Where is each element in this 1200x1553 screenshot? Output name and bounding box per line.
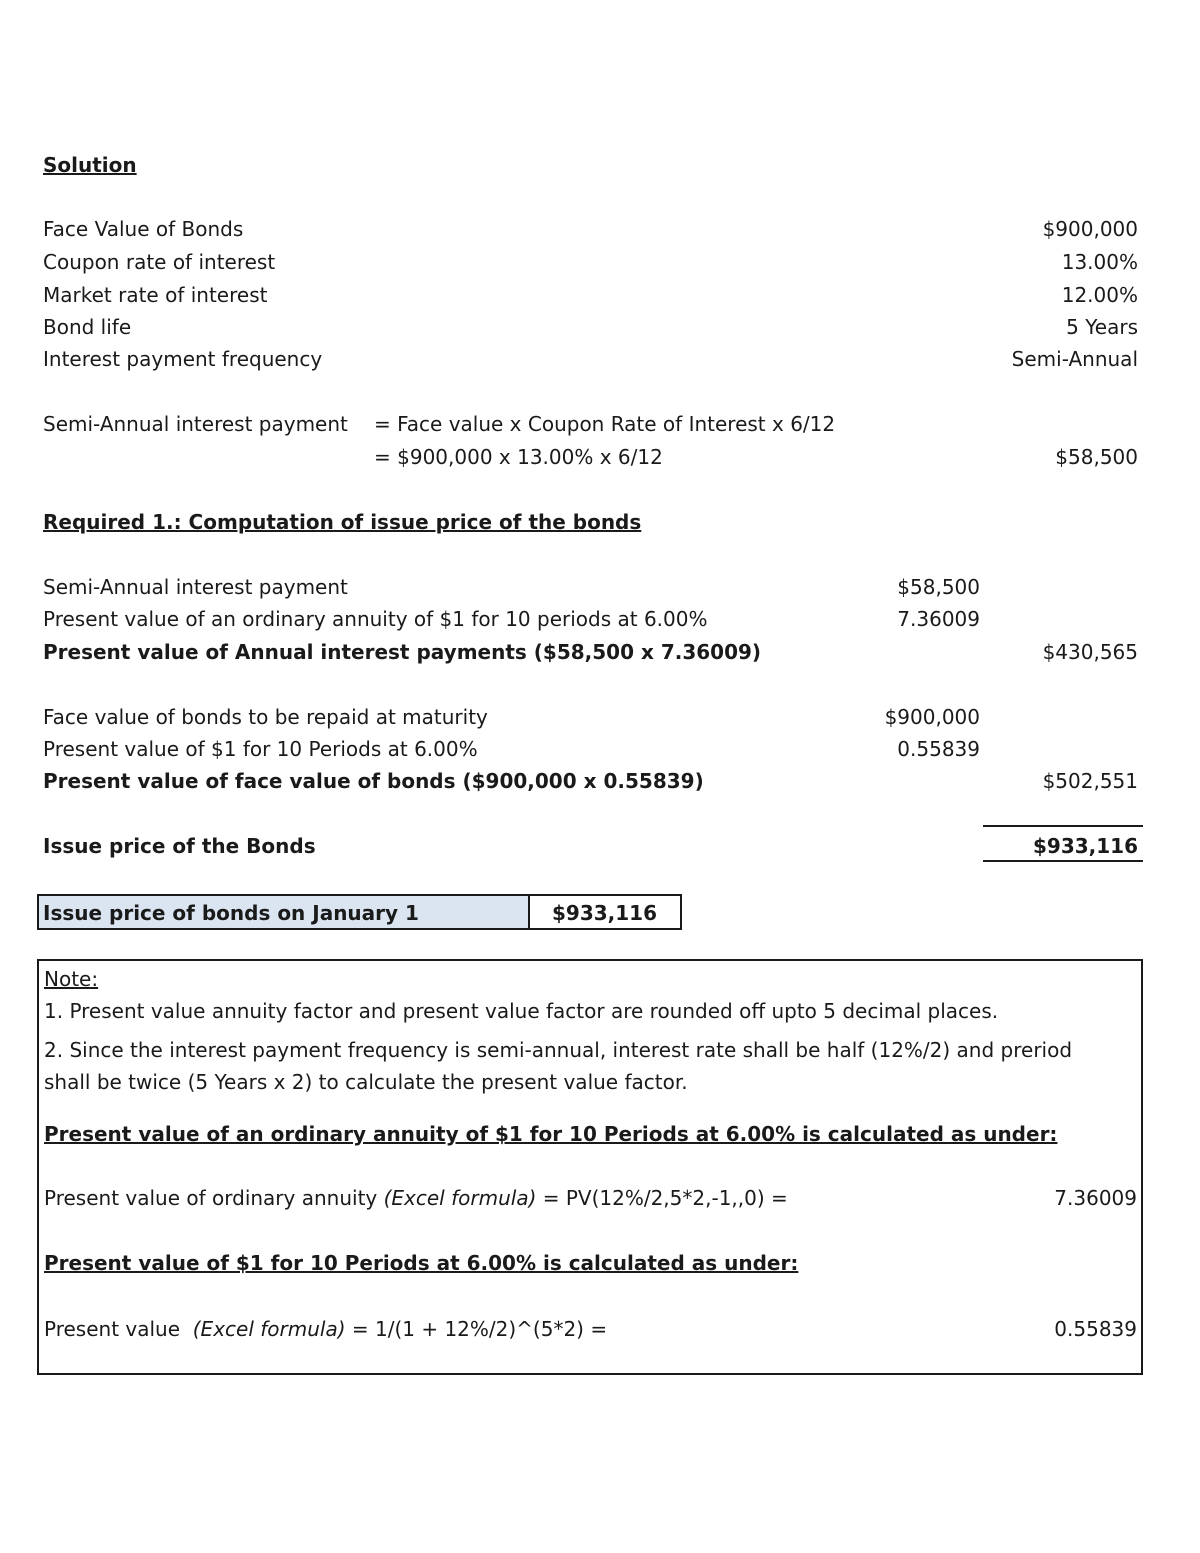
pv-face-total-value: $502,551: [1042, 769, 1138, 793]
issue-box-value: $933,116: [552, 901, 658, 925]
issue-price-value: $933,116: [1032, 834, 1138, 858]
pv-formula: = 1/(1 + 12%/2)^(5*2) =: [351, 1317, 608, 1341]
total-top-rule: [983, 825, 1143, 827]
face-value-value: $900,000: [1042, 217, 1138, 241]
pv-formula-value: 0.55839: [1054, 1317, 1137, 1341]
annuity-formula-value: 7.36009: [1054, 1186, 1137, 1210]
pv-factor-label: Present value of $1 for 10 Periods at 6.00%: [43, 737, 478, 761]
annuity-factor-value: 7.36009: [897, 607, 980, 631]
semi-annual-result: $58,500: [1055, 445, 1138, 469]
market-rate-label: Market rate of interest: [43, 283, 268, 307]
annuity-factor-label: Present value of an ordinary annuity of $1 for 10 periods at 6.00%: [43, 607, 708, 631]
note-line-1: 1. Present value annuity factor and present value factor are rounded off upto 5 decimal places.: [44, 999, 999, 1023]
annuity-excel-tag: (Excel formula): [383, 1186, 537, 1210]
issue-box-label-cell: [39, 896, 530, 928]
issue-box-label: Issue price of bonds on January 1: [43, 901, 419, 925]
annuity-calc-heading: Present value of an ordinary annuity of $1 for 10 Periods at 6.00% is calculated as under:: [44, 1122, 1058, 1146]
total-bottom-rule: [983, 860, 1143, 862]
pv-interest-total-value: $430,565: [1042, 640, 1138, 664]
note-line-2b: shall be twice (5 Years x 2) to calculate the present value factor.: [44, 1070, 688, 1094]
pv-factor-value: 0.55839: [897, 737, 980, 761]
pv-face-total-label: Present value of face value of bonds ($900,000 x 0.55839): [43, 769, 704, 793]
payment-frequency-value: Semi-Annual: [1011, 347, 1138, 371]
payment-frequency-label: Interest payment frequency: [43, 347, 323, 371]
interest-payment-label: Semi-Annual interest payment: [43, 575, 348, 599]
pv-interest-total-label: Present value of Annual interest payments ($58,500 x 7.36009): [43, 640, 762, 664]
pv-formula-row: [44, 1317, 607, 1341]
issue-box-value-cell: [530, 896, 678, 928]
semi-annual-formula: = Face value x Coupon Rate of Interest x 6/12: [374, 412, 836, 436]
annuity-formula-label: Present value of ordinary annuity: [44, 1186, 378, 1210]
face-repaid-value: $900,000: [884, 705, 980, 729]
interest-payment-value: $58,500: [897, 575, 980, 599]
market-rate-value: 12.00%: [1061, 283, 1138, 307]
issue-price-label: Issue price of the Bonds: [43, 834, 316, 858]
annuity-formula: = PV(12%/2,5*2,-1,,0) =: [542, 1186, 788, 1210]
pv-formula-label: Present value: [44, 1317, 181, 1341]
face-value-label: Face Value of Bonds: [43, 217, 244, 241]
issue-price-box: [37, 894, 682, 930]
face-repaid-label: Face value of bonds to be repaid at maturity: [43, 705, 488, 729]
pv-calc-heading: Present value of $1 for 10 Periods at 6.00% is calculated as under:: [44, 1251, 799, 1275]
required-1-heading: Required 1.: Computation of issue price of the bonds: [43, 510, 642, 534]
coupon-rate-label: Coupon rate of interest: [43, 250, 276, 274]
coupon-rate-value: 13.00%: [1061, 250, 1138, 274]
note-box: [37, 959, 1143, 1375]
bond-life-value: 5 Years: [1066, 315, 1138, 339]
solution-heading: Solution: [43, 153, 137, 177]
pv-excel-tag: (Excel formula): [192, 1317, 346, 1341]
annuity-formula-row: [44, 1186, 788, 1210]
note-title: Note:: [44, 967, 99, 991]
note-line-2a: 2. Since the interest payment frequency is semi-annual, interest rate shall be half (12%/2) and preriod: [44, 1038, 1073, 1062]
semi-annual-calc: = $900,000 x 13.00% x 6/12: [374, 445, 663, 469]
semi-annual-label: Semi-Annual interest payment: [43, 412, 348, 436]
bond-life-label: Bond life: [43, 315, 132, 339]
